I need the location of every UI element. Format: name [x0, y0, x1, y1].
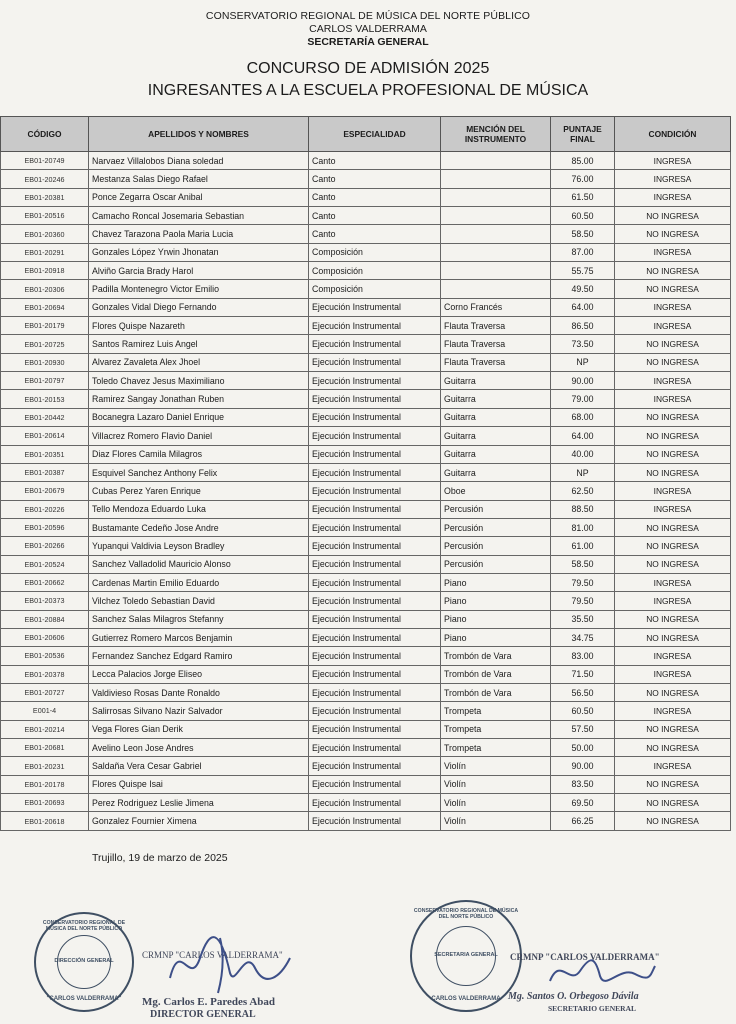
cell-nombre: Cubas Perez Yaren Enrique [89, 482, 309, 500]
cell-puntaje: 85.00 [551, 152, 615, 170]
document-date: Trujillo, 19 de marzo de 2025 [92, 852, 228, 864]
cell-puntaje: 68.00 [551, 408, 615, 426]
cell-codigo: EB01-20524 [1, 555, 89, 573]
cell-codigo: EB01-20153 [1, 390, 89, 408]
cell-mencion: Guitarra [441, 463, 551, 481]
cell-codigo: E001-4 [1, 702, 89, 720]
cell-nombre: Vilchez Toledo Sebastian David [89, 592, 309, 610]
cell-especialidad: Ejecución Instrumental [309, 739, 441, 757]
cell-condicion: NO INGRESA [615, 720, 731, 738]
cell-codigo: EB01-20884 [1, 610, 89, 628]
cell-puntaje: 79.50 [551, 592, 615, 610]
cell-nombre: Perez Rodriguez Leslie Jimena [89, 794, 309, 812]
table-row [1, 794, 731, 812]
cell-condicion: NO INGRESA [615, 739, 731, 757]
cell-especialidad: Ejecución Instrumental [309, 775, 441, 793]
cell-condicion: INGRESA [615, 152, 731, 170]
table-row [1, 170, 731, 188]
cell-especialidad: Ejecución Instrumental [309, 463, 441, 481]
cell-condicion: NO INGRESA [615, 427, 731, 445]
cell-mencion: Flauta Traversa [441, 317, 551, 335]
cell-condicion: NO INGRESA [615, 225, 731, 243]
cell-puntaje: 57.50 [551, 720, 615, 738]
cell-especialidad: Canto [309, 170, 441, 188]
cell-puntaje: 40.00 [551, 445, 615, 463]
cell-nombre: Flores Quispe Isai [89, 775, 309, 793]
table-row [1, 812, 731, 830]
cell-codigo: EB01-20930 [1, 353, 89, 371]
cell-nombre: Gonzales López Yrwin Jhonatan [89, 243, 309, 261]
cell-puntaje: 64.00 [551, 427, 615, 445]
table-row [1, 573, 731, 591]
cell-condicion: INGRESA [615, 170, 731, 188]
cell-especialidad: Canto [309, 225, 441, 243]
cell-nombre: Bustamante Cedeño Jose Andre [89, 518, 309, 536]
table-row [1, 720, 731, 738]
cell-nombre: Fernandez Sanchez Edgard Ramiro [89, 647, 309, 665]
cell-especialidad: Composición [309, 243, 441, 261]
table-header-row [1, 117, 731, 152]
cell-mencion: Piano [441, 592, 551, 610]
cell-especialidad: Ejecución Instrumental [309, 610, 441, 628]
cell-nombre: Camacho Roncal Josemaria Sebastian [89, 207, 309, 225]
sig2-institution: CRMNP "CARLOS VALDERRAMA" [510, 952, 660, 962]
seal1-mid-text: DIRECCIÓN GENERAL [54, 958, 114, 965]
cell-codigo: EB01-20226 [1, 500, 89, 518]
cell-puntaje: 60.50 [551, 207, 615, 225]
cell-especialidad: Canto [309, 152, 441, 170]
cell-especialidad: Ejecución Instrumental [309, 647, 441, 665]
cell-mencion: Violín [441, 775, 551, 793]
cell-codigo: EB01-20246 [1, 170, 89, 188]
cell-especialidad: Ejecución Instrumental [309, 683, 441, 701]
cell-especialidad: Ejecución Instrumental [309, 500, 441, 518]
table-row [1, 665, 731, 683]
cell-nombre: Saldaña Vera Cesar Gabriel [89, 757, 309, 775]
cell-codigo: EB01-20596 [1, 518, 89, 536]
cell-mencion: Piano [441, 610, 551, 628]
cell-nombre: Cardenas Martin Emilio Eduardo [89, 573, 309, 591]
cell-mencion: Percusión [441, 555, 551, 573]
cell-codigo: EB01-20614 [1, 427, 89, 445]
cell-codigo: EB01-20727 [1, 683, 89, 701]
cell-condicion: NO INGRESA [615, 610, 731, 628]
cell-nombre: Padilla Montenegro Victor Emilio [89, 280, 309, 298]
institution-subname: CARLOS VALDERRAMA [309, 23, 427, 35]
cell-especialidad: Canto [309, 207, 441, 225]
cell-puntaje: 86.50 [551, 317, 615, 335]
col-header-mencion: MENCIÓN DEL INSTRUMENTO [441, 117, 551, 152]
seal1-ring-text: CONSERVATORIO REGIONAL DE MÚSICA DEL NORTE PÚBLICO [42, 920, 126, 932]
cell-codigo: EB01-20387 [1, 463, 89, 481]
cell-nombre: Tello Mendoza Eduardo Luka [89, 500, 309, 518]
cell-nombre: Lecca Palacios Jorge Eliseo [89, 665, 309, 683]
cell-mencion: Guitarra [441, 445, 551, 463]
cell-mencion [441, 262, 551, 280]
cell-condicion: INGRESA [615, 757, 731, 775]
table-row [1, 683, 731, 701]
cell-codigo: EB01-20214 [1, 720, 89, 738]
cell-nombre: Alviño Garcia Brady Harol [89, 262, 309, 280]
cell-puntaje: 50.00 [551, 739, 615, 757]
table-row [1, 775, 731, 793]
cell-nombre: Toledo Chavez Jesus Maximiliano [89, 372, 309, 390]
cell-nombre: Santos Ramirez Luis Angel [89, 335, 309, 353]
cell-codigo: EB01-20725 [1, 335, 89, 353]
cell-nombre: Sanchez Valladolid Mauricio Alonso [89, 555, 309, 573]
table-row [1, 518, 731, 536]
cell-nombre: Gonzales Vidal Diego Fernando [89, 298, 309, 316]
cell-especialidad: Ejecución Instrumental [309, 757, 441, 775]
cell-puntaje: 58.50 [551, 555, 615, 573]
col-header-especialidad: ESPECIALIDAD [309, 117, 441, 152]
cell-puntaje: 71.50 [551, 665, 615, 683]
table-row [1, 427, 731, 445]
table-row [1, 372, 731, 390]
cell-especialidad: Ejecución Instrumental [309, 372, 441, 390]
cell-mencion: Percusión [441, 518, 551, 536]
table-row [1, 555, 731, 573]
cell-codigo: EB01-20681 [1, 739, 89, 757]
cell-puntaje: NP [551, 463, 615, 481]
cell-mencion: Corno Francés [441, 298, 551, 316]
cell-especialidad: Ejecución Instrumental [309, 720, 441, 738]
cell-puntaje: 56.50 [551, 683, 615, 701]
secretary-seal [410, 900, 522, 1012]
cell-puntaje: 55.75 [551, 262, 615, 280]
table-row [1, 188, 731, 206]
cell-codigo: EB01-20797 [1, 372, 89, 390]
cell-condicion: INGRESA [615, 573, 731, 591]
cell-especialidad: Ejecución Instrumental [309, 537, 441, 555]
cell-nombre: Valdivieso Rosas Dante Ronaldo [89, 683, 309, 701]
cell-puntaje: 34.75 [551, 628, 615, 646]
cell-especialidad: Composición [309, 262, 441, 280]
cell-codigo: EB01-20179 [1, 317, 89, 335]
cell-condicion: INGRESA [615, 592, 731, 610]
cell-condicion: INGRESA [615, 372, 731, 390]
table-row [1, 445, 731, 463]
cell-condicion: NO INGRESA [615, 628, 731, 646]
table-row [1, 592, 731, 610]
cell-nombre: Gonzalez Fournier Ximena [89, 812, 309, 830]
table-row [1, 739, 731, 757]
cell-condicion: NO INGRESA [615, 555, 731, 573]
cell-nombre: Chavez Tarazona Paola Maria Lucia [89, 225, 309, 243]
cell-mencion: Trombón de Vara [441, 665, 551, 683]
cell-puntaje: 76.00 [551, 170, 615, 188]
cell-codigo: EB01-20679 [1, 482, 89, 500]
office-name: SECRETARÍA GENERAL [307, 36, 429, 48]
table-row [1, 463, 731, 481]
cell-especialidad: Ejecución Instrumental [309, 628, 441, 646]
cell-condicion: NO INGRESA [615, 775, 731, 793]
cell-especialidad: Ejecución Instrumental [309, 390, 441, 408]
cell-mencion: Percusión [441, 537, 551, 555]
cell-nombre: Salirrosas Silvano Nazir Salvador [89, 702, 309, 720]
cell-mencion: Flauta Traversa [441, 335, 551, 353]
table-row [1, 500, 731, 518]
cell-puntaje: 58.50 [551, 225, 615, 243]
cell-condicion: INGRESA [615, 702, 731, 720]
institution-name: CONSERVATORIO REGIONAL DE MÚSICA DEL NORTE PÚBLICO [205, 10, 531, 22]
table-row [1, 243, 731, 261]
cell-nombre: Gutierrez Romero Marcos Benjamin [89, 628, 309, 646]
cell-puntaje: 73.50 [551, 335, 615, 353]
table-row [1, 702, 731, 720]
cell-nombre: Esquivel Sanchez Anthony Felix [89, 463, 309, 481]
cell-nombre: Alvarez Zavaleta Alex Jhoel [89, 353, 309, 371]
cell-mencion [441, 152, 551, 170]
table-row [1, 298, 731, 316]
cell-especialidad: Ejecución Instrumental [309, 317, 441, 335]
cell-especialidad: Ejecución Instrumental [309, 427, 441, 445]
cell-especialidad: Ejecución Instrumental [309, 812, 441, 830]
cell-especialidad: Composición [309, 280, 441, 298]
cell-mencion: Guitarra [441, 408, 551, 426]
col-header-puntaje: PUNTAJE FINAL [551, 117, 615, 152]
cell-mencion: Violín [441, 812, 551, 830]
table-row [1, 280, 731, 298]
cell-codigo: EB01-20694 [1, 298, 89, 316]
cell-mencion [441, 170, 551, 188]
table-row [1, 757, 731, 775]
cell-codigo: EB01-20516 [1, 207, 89, 225]
cell-condicion: INGRESA [615, 647, 731, 665]
cell-especialidad: Ejecución Instrumental [309, 592, 441, 610]
cell-nombre: Bocanegra Lazaro Daniel Enrique [89, 408, 309, 426]
cell-puntaje: 49.50 [551, 280, 615, 298]
cell-puntaje: 66.25 [551, 812, 615, 830]
cell-puntaje: 83.00 [551, 647, 615, 665]
cell-especialidad: Ejecución Instrumental [309, 408, 441, 426]
sig2-name: Mg. Santos O. Orbegoso Dávila [508, 991, 639, 1002]
cell-especialidad: Ejecución Instrumental [309, 702, 441, 720]
cell-condicion: NO INGRESA [615, 518, 731, 536]
cell-nombre: Flores Quispe Nazareth [89, 317, 309, 335]
cell-especialidad: Ejecución Instrumental [309, 518, 441, 536]
cell-mencion: Piano [441, 628, 551, 646]
cell-especialidad: Ejecución Instrumental [309, 665, 441, 683]
cell-condicion: NO INGRESA [615, 353, 731, 371]
cell-mencion: Trombón de Vara [441, 647, 551, 665]
table-row [1, 628, 731, 646]
cell-codigo: EB01-20291 [1, 243, 89, 261]
cell-nombre: Ramirez Sangay Jonathan Ruben [89, 390, 309, 408]
cell-condicion: INGRESA [615, 482, 731, 500]
cell-condicion: INGRESA [615, 188, 731, 206]
cell-mencion: Trompeta [441, 739, 551, 757]
cell-mencion [441, 207, 551, 225]
cell-condicion: NO INGRESA [615, 262, 731, 280]
cell-codigo: EB01-20618 [1, 812, 89, 830]
table-row [1, 152, 731, 170]
cell-nombre: Narvaez Villalobos Diana soledad [89, 152, 309, 170]
cell-condicion: NO INGRESA [615, 445, 731, 463]
cell-mencion [441, 280, 551, 298]
cell-puntaje: 79.50 [551, 573, 615, 591]
cell-codigo: EB01-20266 [1, 537, 89, 555]
seal1-bottom-text: "CARLOS VALDERRAMA" [46, 996, 122, 1002]
cell-condicion: INGRESA [615, 243, 731, 261]
cell-mencion [441, 243, 551, 261]
table-body [1, 152, 731, 831]
cell-mencion: Guitarra [441, 390, 551, 408]
cell-codigo: EB01-20360 [1, 225, 89, 243]
cell-codigo: EB01-20693 [1, 794, 89, 812]
cell-codigo: EB01-20536 [1, 647, 89, 665]
table-row [1, 537, 731, 555]
table-row [1, 408, 731, 426]
cell-condicion: INGRESA [615, 317, 731, 335]
table-row [1, 317, 731, 335]
cell-puntaje: 60.50 [551, 702, 615, 720]
seal2-bottom-text: CARLOS VALDERRAMA [431, 996, 501, 1002]
cell-nombre: Diaz Flores Camila Milagros [89, 445, 309, 463]
cell-especialidad: Ejecución Instrumental [309, 555, 441, 573]
table-row [1, 225, 731, 243]
cell-condicion: NO INGRESA [615, 207, 731, 225]
cell-puntaje: 88.50 [551, 500, 615, 518]
cell-codigo: EB01-20378 [1, 665, 89, 683]
col-header-codigo: CÓDIGO [1, 117, 89, 152]
cell-condicion: NO INGRESA [615, 280, 731, 298]
cell-condicion: INGRESA [615, 665, 731, 683]
cell-especialidad: Ejecución Instrumental [309, 573, 441, 591]
cell-condicion: NO INGRESA [615, 812, 731, 830]
cell-especialidad: Ejecución Instrumental [309, 335, 441, 353]
col-header-nombres: APELLIDOS Y NOMBRES [89, 117, 309, 152]
cell-nombre: Ponce Zegarra Oscar Anibal [89, 188, 309, 206]
cell-condicion: INGRESA [615, 298, 731, 316]
cell-mencion: Trompeta [441, 702, 551, 720]
cell-condicion: INGRESA [615, 500, 731, 518]
cell-mencion: Guitarra [441, 427, 551, 445]
cell-mencion: Oboe [441, 482, 551, 500]
cell-mencion [441, 225, 551, 243]
results-table [0, 116, 731, 831]
table-row [1, 262, 731, 280]
cell-nombre: Vega Flores Gian Derik [89, 720, 309, 738]
cell-puntaje: NP [551, 353, 615, 371]
table-row [1, 610, 731, 628]
cell-puntaje: 61.50 [551, 188, 615, 206]
cell-nombre: Yupanqui Valdivia Leyson Bradley [89, 537, 309, 555]
cell-mencion: Guitarra [441, 372, 551, 390]
cell-codigo: EB01-20178 [1, 775, 89, 793]
cell-puntaje: 81.00 [551, 518, 615, 536]
cell-condicion: INGRESA [615, 390, 731, 408]
cell-puntaje: 90.00 [551, 757, 615, 775]
cell-mencion: Trompeta [441, 720, 551, 738]
sig1-role: DIRECTOR GENERAL [150, 1009, 256, 1020]
cell-condicion: NO INGRESA [615, 408, 731, 426]
cell-condicion: NO INGRESA [615, 794, 731, 812]
cell-codigo: EB01-20662 [1, 573, 89, 591]
cell-codigo: EB01-20351 [1, 445, 89, 463]
cell-condicion: NO INGRESA [615, 683, 731, 701]
director-signature [160, 918, 300, 998]
cell-especialidad: Ejecución Instrumental [309, 482, 441, 500]
cell-puntaje: 69.50 [551, 794, 615, 812]
cell-codigo: EB01-20231 [1, 757, 89, 775]
cell-puntaje: 61.00 [551, 537, 615, 555]
table-row [1, 207, 731, 225]
table-row [1, 482, 731, 500]
cell-codigo: EB01-20306 [1, 280, 89, 298]
cell-especialidad: Canto [309, 188, 441, 206]
cell-nombre: Villacrez Romero Flavio Daniel [89, 427, 309, 445]
cell-codigo: EB01-20442 [1, 408, 89, 426]
sig1-name: Mg. Carlos E. Paredes Abad [142, 996, 276, 1008]
cell-mencion [441, 188, 551, 206]
cell-especialidad: Ejecución Instrumental [309, 298, 441, 316]
col-header-condicion: CONDICIÓN [615, 117, 731, 152]
cell-nombre: Sanchez Salas Milagros Stefanny [89, 610, 309, 628]
document-subtitle: INGRESANTES A LA ESCUELA PROFESIONAL DE MÚSICA [147, 82, 589, 99]
cell-condicion: NO INGRESA [615, 537, 731, 555]
cell-mencion: Violín [441, 757, 551, 775]
cell-puntaje: 62.50 [551, 482, 615, 500]
cell-puntaje: 64.00 [551, 298, 615, 316]
cell-codigo: EB01-20381 [1, 188, 89, 206]
cell-mencion: Trombón de Vara [441, 683, 551, 701]
cell-puntaje: 35.50 [551, 610, 615, 628]
table-row [1, 353, 731, 371]
seal2-ring-text: CONSERVATORIO REGIONAL DE MÚSICA DEL NORTE PÚBLICO [413, 908, 519, 920]
table-row [1, 390, 731, 408]
cell-mencion: Flauta Traversa [441, 353, 551, 371]
cell-condicion: NO INGRESA [615, 463, 731, 481]
cell-nombre: Mestanza Salas Diego Rafael [89, 170, 309, 188]
cell-condicion: NO INGRESA [615, 335, 731, 353]
sig2-role: SECRETARIO GENERAL [548, 1004, 637, 1013]
table-row [1, 335, 731, 353]
cell-codigo: EB01-20373 [1, 592, 89, 610]
cell-puntaje: 83.50 [551, 775, 615, 793]
secretary-signature [540, 946, 660, 996]
cell-nombre: Avelino Leon Jose Andres [89, 739, 309, 757]
director-seal [34, 912, 134, 1012]
cell-mencion: Violín [441, 794, 551, 812]
cell-especialidad: Ejecución Instrumental [309, 353, 441, 371]
document-title: CONCURSO DE ADMISIÓN 2025 [246, 60, 490, 77]
cell-especialidad: Ejecución Instrumental [309, 794, 441, 812]
cell-mencion: Piano [441, 573, 551, 591]
cell-codigo: EB01-20918 [1, 262, 89, 280]
cell-codigo: EB01-20749 [1, 152, 89, 170]
cell-puntaje: 79.00 [551, 390, 615, 408]
cell-codigo: EB01-20606 [1, 628, 89, 646]
cell-especialidad: Ejecución Instrumental [309, 445, 441, 463]
cell-mencion: Percusión [441, 500, 551, 518]
seal2-mid-text: SECRETARIA GENERAL [434, 951, 498, 958]
table-row [1, 647, 731, 665]
sig1-institution: CRMNP "CARLOS VALDERRAMA" [142, 950, 283, 960]
cell-puntaje: 90.00 [551, 372, 615, 390]
cell-puntaje: 87.00 [551, 243, 615, 261]
